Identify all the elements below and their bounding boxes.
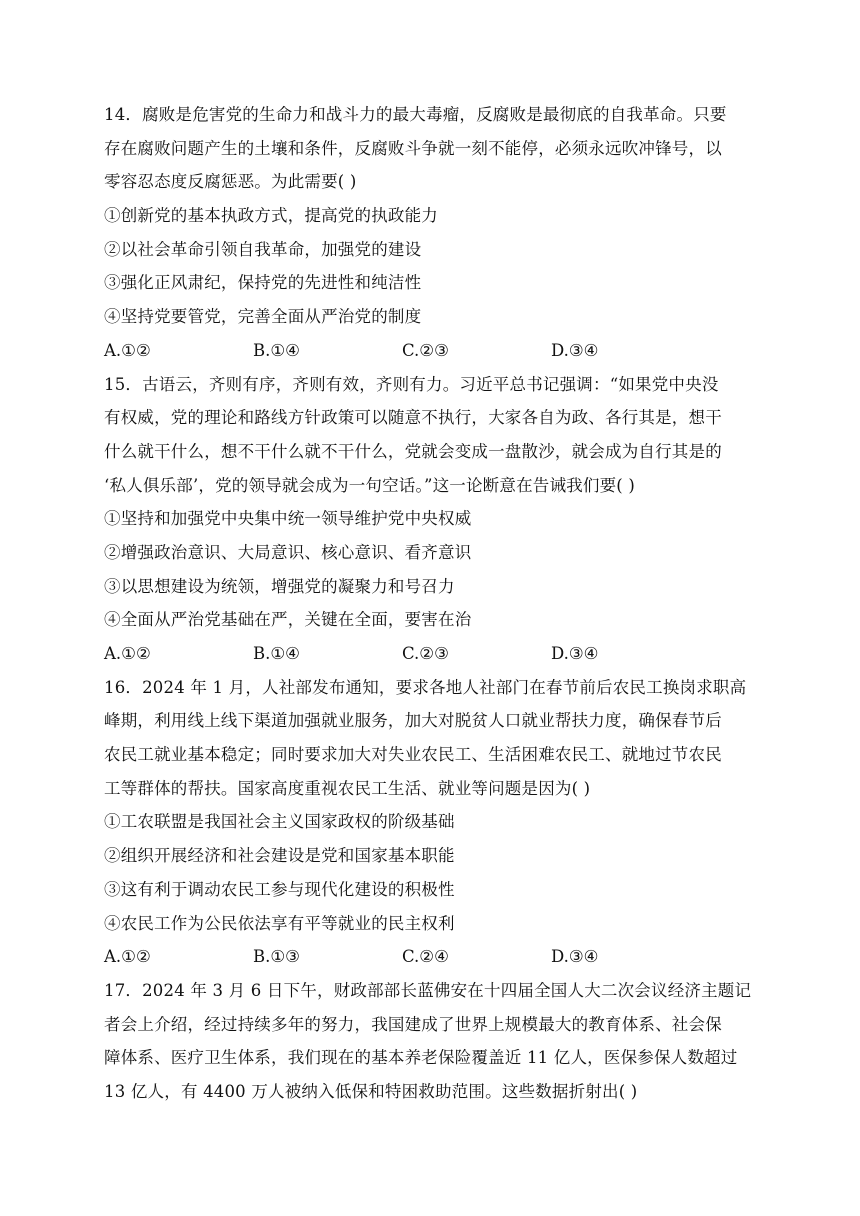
statement-item: ②增强政治意识、大局意识、核心意识、看齐意识 [104,542,472,562]
question-stem-line: 15．古语云，齐则有序，齐则有效，齐则有力。习近平总书记强调：“如果党中央没 [104,374,719,394]
question-stem-line: 障体系、医疗卫生体系，我们现在的基本养老保险覆盖近 11 亿人，医保参保人数超过 [104,1048,738,1068]
option-b[interactable]: B.①③ [253,947,300,967]
question-stem-line: 工等群体的帮扶。国家高度重视农民工生活、就业等问题是因为( ) [104,778,591,798]
option-d[interactable]: D.③④ [551,644,599,663]
statement-item: ①工农联盟是我国社会主义国家政权的阶级基础 [104,812,455,832]
question-stem-line: 者会上介绍，经过持续多年的努力，我国建成了世界上规模最大的教育体系、社会保 [104,1014,722,1034]
statement-item: ①坚持和加强党中央集中统一领导维护党中央权威 [104,509,472,529]
statement-item: ④农民工作为公民依法享有平等就业的民主权利 [104,913,455,933]
question-stem-line: 13 亿人，有 4400 万人被纳入低保和特困救助范围。这些数据折射出( ) [104,1081,638,1101]
statement-item: ③强化正风肃纪，保持党的先进性和纯洁性 [104,273,422,293]
option-d[interactable]: D.③④ [551,340,599,360]
answer-options [104,334,756,368]
question-17 [104,974,756,1109]
question-stem-line: 零容忍态度反腐惩恶。为此需要( ) [104,172,357,192]
question-stem-line: 有权威，党的理论和路线方针政策可以随意不执行，大家各自为政、各行其是，想干 [104,408,722,428]
question-stem-line: 什么就干什么，想不干什么就不干什么，党就会变成一盘散沙，就会成为自行其是的 [104,441,722,461]
option-a[interactable]: A.①② [104,644,151,663]
answer-options [104,940,756,974]
question-stem-line: 16．2024 年 1 月，人社部发布通知，要求各地人社部门在春节前后农民工换岗求职高 [104,677,747,697]
question-stem-line: 农民工就业基本稳定；同时要求加大对失业农民工、生活困难农民工、就地过节农民 [104,745,722,765]
question-16 [104,671,756,974]
option-b[interactable]: B.①④ [253,644,300,663]
statement-item: ④全面从严治党基础在严，关键在全面，要害在治 [104,610,472,630]
question-stem-line: 存在腐败问题产生的土壤和条件，反腐败斗争就一刻不能停，必须永远吹冲锋号，以 [104,138,722,158]
option-d[interactable]: D.③④ [551,947,599,967]
question-14 [104,98,756,368]
question-stem-line: ‘私人俱乐部’，党的领导就会成为一句空话。”这一论断意在告诫我们要( ) [104,475,635,495]
statement-item: ③以思想建设为统领，增强党的凝聚力和号召力 [104,576,455,596]
option-b[interactable]: B.①④ [253,340,300,360]
option-c[interactable]: C.②③ [402,644,449,663]
option-a[interactable]: A.①② [104,947,151,967]
statement-item: ①创新党的基本执政方式，提高党的执政能力 [104,206,438,226]
question-stem-line: 17．2024 年 3 月 6 日下午，财政部部长蓝佛安在十四届全国人大二次会议经济主题记 [104,980,752,1000]
question-15 [104,368,756,671]
option-c[interactable]: C.②③ [402,340,449,360]
answer-options [104,637,756,671]
statement-item: ②以社会革命引领自我革命，加强党的建设 [104,239,422,259]
statement-item: ②组织开展经济和社会建设是党和国家基本职能 [104,846,455,866]
question-stem-line: 14．腐败是危害党的生命力和战斗力的最大毒瘤，反腐败是最彻底的自我革命。只要 [104,105,727,124]
option-a[interactable]: A.①② [104,340,151,360]
question-stem-line: 峰期，利用线上线下渠道加强就业服务，加大对脱贫人口就业帮扶力度，确保春节后 [104,711,722,731]
statement-item: ③这有利于调动农民工参与现代化建设的积极性 [104,879,455,899]
document-page [104,98,756,1109]
option-c[interactable]: C.②④ [402,947,449,967]
statement-item: ④坚持党要管党，完善全面从严治党的制度 [104,307,422,327]
